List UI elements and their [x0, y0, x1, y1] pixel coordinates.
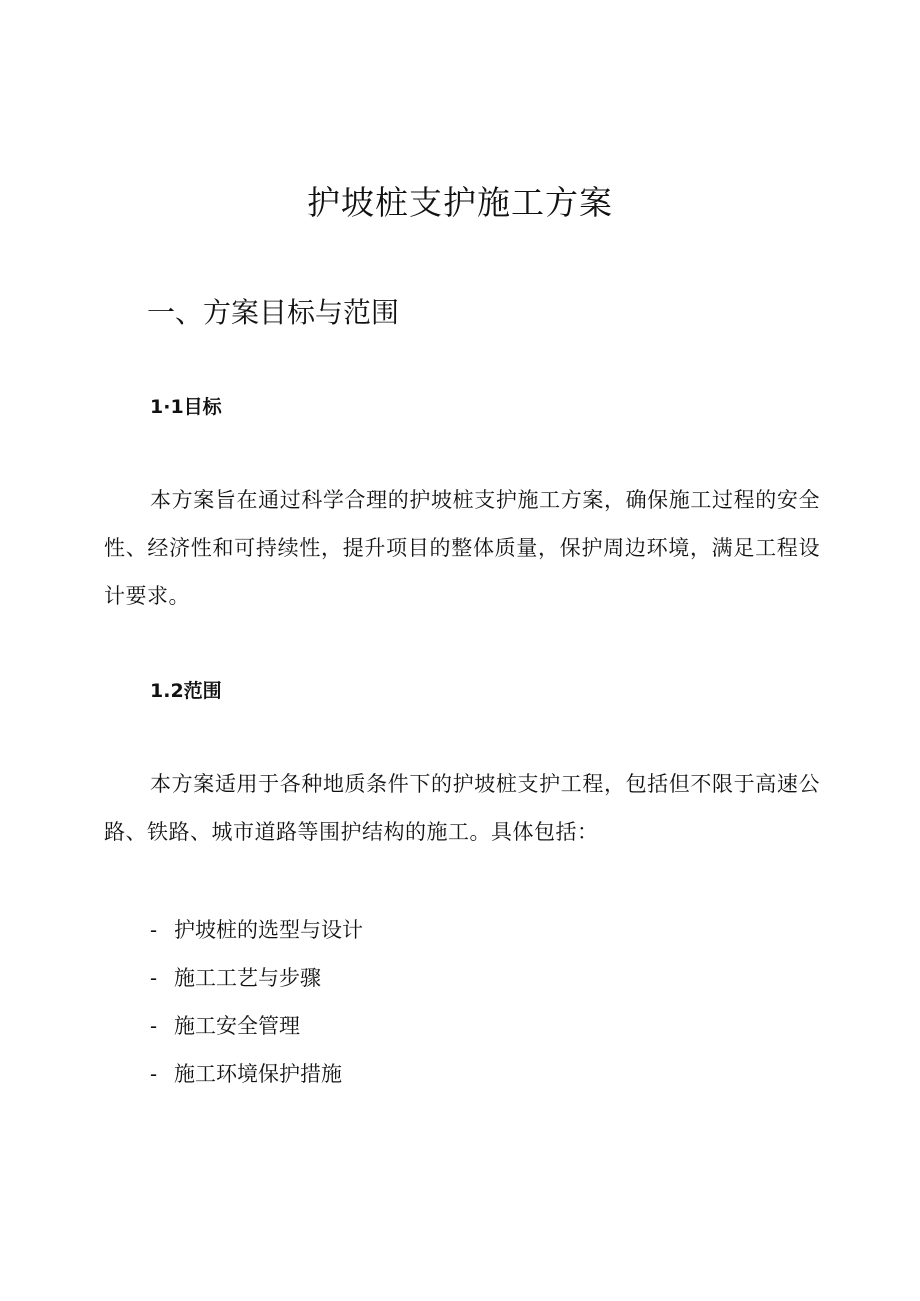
section-heading-1: 一、方案目标与范围: [147, 296, 400, 329]
list-marker: -: [150, 918, 158, 942]
paragraph-goal: 本方案旨在通过科学合理的护坡桩支护施工方案，确保施工过程的安全性、经济性和可持续性，提升项目的整体质量，保护周边环境，满足工程设计要求。: [104, 488, 820, 608]
list-item-text: 施工安全管理: [174, 1014, 300, 1038]
list-marker: -: [150, 966, 158, 990]
scope-list: [150, 906, 363, 1098]
list-item: [150, 954, 363, 1002]
list-item: [150, 906, 363, 954]
list-marker: -: [150, 1014, 158, 1038]
list-item: [150, 1050, 363, 1098]
list-item-text: 护坡桩的选型与设计: [174, 918, 363, 942]
subsection-heading-1-2: 1.2范围: [150, 680, 222, 702]
list-marker: -: [150, 1062, 158, 1086]
subsection-heading-1-1: 1·1目标: [150, 396, 222, 418]
paragraph-scope: 本方案适用于各种地质条件下的护坡桩支护工程，包括但不限于高速公路、铁路、城市道路等围护结构的施工。具体包括：: [104, 772, 820, 844]
list-item-text: 施工环境保护措施: [174, 1062, 342, 1086]
list-item-text: 施工工艺与步骤: [174, 966, 321, 990]
document-title: 护坡桩支护施工方案: [307, 183, 613, 222]
list-item: [150, 1002, 363, 1050]
